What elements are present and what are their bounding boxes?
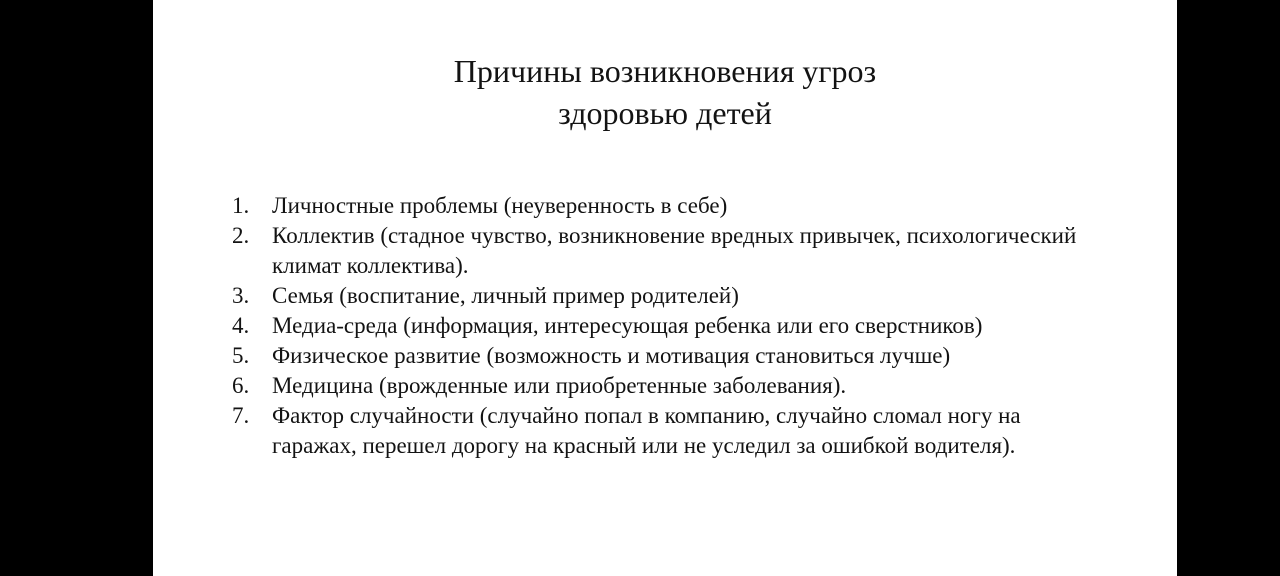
list-item <box>232 371 1112 401</box>
letterbox-left <box>0 0 153 576</box>
list-item-number: 1. <box>232 193 250 218</box>
list-item-text: Медиа-среда (информация, интересующая ребенка или его сверстников) <box>272 313 983 338</box>
list-item-text: Фактор случайности (случайно попал в компанию, случайно сломал ногу на гаражах, перешел дорогу на красный или не уследил за ошибкой водителя). <box>272 403 1021 458</box>
list-item <box>232 221 1112 281</box>
list-item-number: 7. <box>232 403 250 428</box>
list-item <box>232 311 1112 341</box>
list-item-number: 5. <box>232 343 250 368</box>
list-item-text: Физическое развитие (возможность и мотивация становиться лучше) <box>272 343 951 368</box>
list-item-text: Коллектив (стадное чувство, возникновение вредных привычек, психологический климат коллектива). <box>272 223 1077 278</box>
list-item <box>232 401 1112 461</box>
list-item <box>232 341 1112 371</box>
list-item-text: Личностные проблемы (неуверенность в себе) <box>272 193 728 218</box>
list-item-text: Семья (воспитание, личный пример родителей) <box>272 283 739 308</box>
list-item-text: Медицина (врожденные или приобретенные заболевания). <box>272 373 847 398</box>
list-item-number: 2. <box>232 223 250 248</box>
slide-title-line-1: Причины возникновения угроз <box>453 53 877 89</box>
list-item-number: 6. <box>232 373 250 398</box>
slide-title <box>153 50 1177 134</box>
list-item <box>232 191 1112 221</box>
letterbox-right <box>1177 0 1280 576</box>
slide-canvas <box>153 0 1177 576</box>
list-item <box>232 281 1112 311</box>
list-item-number: 3. <box>232 283 250 308</box>
list-item-number: 4. <box>232 313 250 338</box>
causes-numbered-list <box>232 191 1112 461</box>
slide-title-line-2: здоровью детей <box>558 95 772 131</box>
